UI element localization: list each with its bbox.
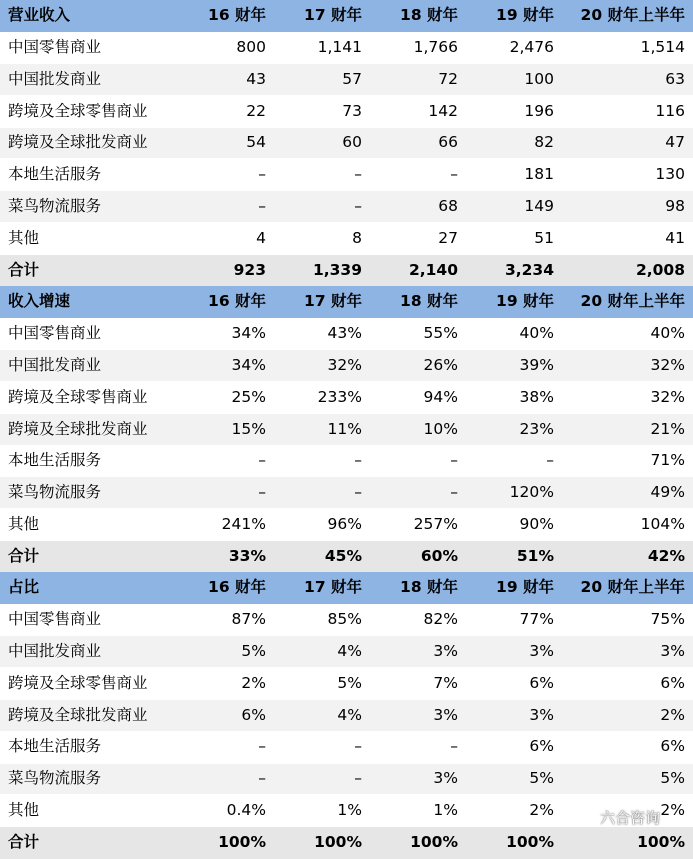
table-cell: 43% [327, 323, 362, 342]
table-cell: 6% [529, 673, 554, 692]
watermark-text: 六合咨询 [600, 808, 661, 827]
table-cell: – [354, 196, 362, 215]
table-cell: 181 [524, 165, 554, 184]
table-cell: 6% [660, 673, 685, 692]
table-row [0, 477, 693, 509]
table-cell: 41 [665, 228, 685, 247]
table-cell: 51 [534, 228, 554, 247]
row-label: 跨境及全球零售商业 [8, 387, 148, 406]
table-row [0, 763, 693, 795]
table-cell: 32% [650, 387, 685, 406]
table-cell: 26% [423, 355, 458, 374]
total-cell: 33% [228, 546, 266, 565]
table-cell: 5% [660, 769, 685, 788]
wechat-icon [573, 808, 595, 826]
table-cell: 47 [665, 133, 685, 152]
table-cell: 82 [534, 133, 554, 152]
table-cell: 38% [519, 387, 554, 406]
table-cell: 3% [433, 642, 458, 661]
row-label: 本地生活服务 [8, 165, 102, 184]
table-row [0, 636, 693, 668]
table-cell: 22 [246, 101, 266, 120]
table-cell: – [354, 769, 362, 788]
table-cell: 2% [241, 673, 266, 692]
column-header: 19 财年 [496, 292, 554, 311]
table-cell: – [450, 165, 458, 184]
table-cell: 3% [529, 642, 554, 661]
column-header: 20 财年上半年 [580, 578, 685, 597]
table-cell: 77% [519, 610, 554, 629]
row-label: 中国批发商业 [8, 69, 102, 88]
table-cell: 4% [337, 705, 362, 724]
table-cell: 63 [665, 69, 685, 88]
row-label: 中国零售商业 [8, 37, 102, 56]
table-cell: 85% [327, 610, 362, 629]
table-cell: – [258, 196, 266, 215]
table-cell: 800 [236, 37, 266, 56]
table-cell: 1% [433, 801, 458, 820]
table-cell: – [354, 483, 362, 502]
table-row [0, 382, 693, 414]
table-row [0, 159, 693, 191]
total-label: 合计 [8, 260, 40, 279]
table-cell: 32% [650, 355, 685, 374]
table-cell: 40% [650, 323, 685, 342]
table-cell: 34% [231, 355, 266, 374]
total-cell: 923 [233, 260, 266, 279]
table-cell: 196 [524, 101, 554, 120]
total-cell: 2,140 [408, 260, 458, 279]
total-cell: 1,339 [312, 260, 362, 279]
column-header: 18 财年 [400, 6, 458, 25]
column-header: 17 财年 [304, 578, 362, 597]
row-label: 跨境及全球批发商业 [8, 133, 148, 152]
table-row [0, 127, 693, 159]
table-cell: 55% [423, 323, 458, 342]
row-label: 其他 [8, 801, 40, 820]
column-header: 16 财年 [208, 292, 266, 311]
column-header: 18 财年 [400, 578, 458, 597]
watermark [573, 806, 660, 828]
table-cell: 60 [342, 133, 362, 152]
total-label: 合计 [8, 546, 40, 565]
table-cell: 39% [519, 355, 554, 374]
row-label: 跨境及全球零售商业 [8, 673, 148, 692]
table-cell: – [258, 451, 266, 470]
table-row [0, 668, 693, 700]
row-label: 其他 [8, 228, 40, 247]
section-header-row [0, 286, 693, 318]
table-cell: – [258, 737, 266, 756]
table-cell: 98 [665, 196, 685, 215]
table-cell: 49% [650, 483, 685, 502]
section-header-row [0, 572, 693, 604]
table-row [0, 191, 693, 223]
total-cell: 100% [314, 833, 362, 852]
table-cell: 73 [342, 101, 362, 120]
table-cell: 0.4% [226, 801, 266, 820]
total-row [0, 827, 693, 859]
table-cell: 71% [650, 451, 685, 470]
table-cell: 27 [438, 228, 458, 247]
table-cell: 5% [337, 673, 362, 692]
table-cell: 10% [423, 419, 458, 438]
table-cell: 68 [438, 196, 458, 215]
total-label: 合计 [8, 833, 40, 852]
column-header: 18 财年 [400, 292, 458, 311]
table-row [0, 64, 693, 96]
row-label: 菜鸟物流服务 [8, 769, 102, 788]
row-label: 菜鸟物流服务 [8, 483, 102, 502]
section-title: 占比 [8, 578, 40, 597]
table-cell: 2% [660, 801, 685, 820]
table-cell: 94% [423, 387, 458, 406]
total-row [0, 254, 693, 286]
table-cell: 15% [231, 419, 266, 438]
table-cell: 116 [655, 101, 685, 120]
table-cell: 1% [337, 801, 362, 820]
total-cell: 45% [324, 546, 362, 565]
row-label: 中国批发商业 [8, 355, 102, 374]
table-cell: 25% [231, 387, 266, 406]
row-label: 中国零售商业 [8, 323, 102, 342]
table-cell: 40% [519, 323, 554, 342]
table-cell: – [258, 769, 266, 788]
column-header: 20 财年上半年 [580, 292, 685, 311]
table-cell: – [354, 737, 362, 756]
column-header: 19 财年 [496, 6, 554, 25]
table-cell: – [354, 451, 362, 470]
column-header: 16 财年 [208, 578, 266, 597]
column-header: 16 财年 [208, 6, 266, 25]
table-cell: 4% [337, 642, 362, 661]
table-row [0, 731, 693, 763]
table-cell: 6% [529, 737, 554, 756]
table-cell: 6% [241, 705, 266, 724]
table-row [0, 700, 693, 732]
table-cell: – [258, 483, 266, 502]
total-cell: 60% [420, 546, 458, 565]
table-cell: – [450, 737, 458, 756]
column-header: 19 财年 [496, 578, 554, 597]
table-cell: 100 [524, 69, 554, 88]
table-cell: 1,514 [640, 37, 685, 56]
table-cell: – [546, 451, 554, 470]
table-cell: 34% [231, 323, 266, 342]
table-cell: 11% [327, 419, 362, 438]
table-cell: 104% [640, 514, 685, 533]
table-cell: 120% [509, 483, 554, 502]
table-cell: – [354, 165, 362, 184]
table-cell: 72 [438, 69, 458, 88]
table-cell: 54 [246, 133, 266, 152]
table-cell: 3% [660, 642, 685, 661]
row-label: 本地生活服务 [8, 737, 102, 756]
table-cell: 4 [256, 228, 266, 247]
table-cell: 57 [342, 69, 362, 88]
table-cell: 3% [433, 705, 458, 724]
total-cell: 42% [647, 546, 685, 565]
table-cell: 43 [246, 69, 266, 88]
total-cell: 100% [506, 833, 554, 852]
section-header-row [0, 0, 693, 32]
table-cell: 130 [655, 165, 685, 184]
row-label: 中国零售商业 [8, 610, 102, 629]
row-label: 中国批发商业 [8, 642, 102, 661]
table-cell: 75% [650, 610, 685, 629]
table-cell: 82% [423, 610, 458, 629]
row-label: 本地生活服务 [8, 451, 102, 470]
table-row [0, 318, 693, 350]
section-title: 收入增速 [8, 292, 71, 311]
table-cell: 7% [433, 673, 458, 692]
table-cell: 5% [529, 769, 554, 788]
table-row [0, 604, 693, 636]
section-title: 营业收入 [8, 6, 71, 25]
table-cell: 257% [413, 514, 458, 533]
table-cell: 3% [433, 769, 458, 788]
row-label: 跨境及全球零售商业 [8, 101, 148, 120]
column-header: 17 财年 [304, 292, 362, 311]
total-cell: 51% [516, 546, 554, 565]
table-cell: 2,476 [509, 37, 554, 56]
table-cell: 32% [327, 355, 362, 374]
table-row [0, 223, 693, 255]
total-cell: 100% [218, 833, 266, 852]
table-cell: 1,766 [413, 37, 458, 56]
table-row [0, 413, 693, 445]
table-cell: 23% [519, 419, 554, 438]
row-label: 跨境及全球批发商业 [8, 705, 148, 724]
table-cell: – [450, 483, 458, 502]
table-cell: – [450, 451, 458, 470]
table-cell: 2% [660, 705, 685, 724]
column-header: 20 财年上半年 [580, 6, 685, 25]
table-cell: 90% [519, 514, 554, 533]
table-row [0, 32, 693, 64]
table-cell: 233% [317, 387, 362, 406]
column-header: 17 财年 [304, 6, 362, 25]
table-cell: 3% [529, 705, 554, 724]
table-cell: 149 [524, 196, 554, 215]
total-cell: 2,008 [635, 260, 685, 279]
table-cell: 8 [352, 228, 362, 247]
table-cell: 1,141 [317, 37, 362, 56]
table-cell: 21% [650, 419, 685, 438]
row-label: 跨境及全球批发商业 [8, 419, 148, 438]
row-label: 菜鸟物流服务 [8, 196, 102, 215]
total-cell: 3,234 [504, 260, 554, 279]
table-row [0, 350, 693, 382]
table-cell: – [258, 165, 266, 184]
table-cell: 142 [428, 101, 458, 120]
table-cell: 87% [231, 610, 266, 629]
table-cell: 6% [660, 737, 685, 756]
table-row [0, 95, 693, 127]
table-cell: 66 [438, 133, 458, 152]
table-cell: 96% [327, 514, 362, 533]
table-row [0, 445, 693, 477]
total-cell: 100% [410, 833, 458, 852]
total-row [0, 541, 693, 573]
table-cell: 2% [529, 801, 554, 820]
row-label: 其他 [8, 514, 40, 533]
table-cell: 5% [241, 642, 266, 661]
table-cell: 241% [221, 514, 266, 533]
total-cell: 100% [637, 833, 685, 852]
table-row [0, 509, 693, 541]
